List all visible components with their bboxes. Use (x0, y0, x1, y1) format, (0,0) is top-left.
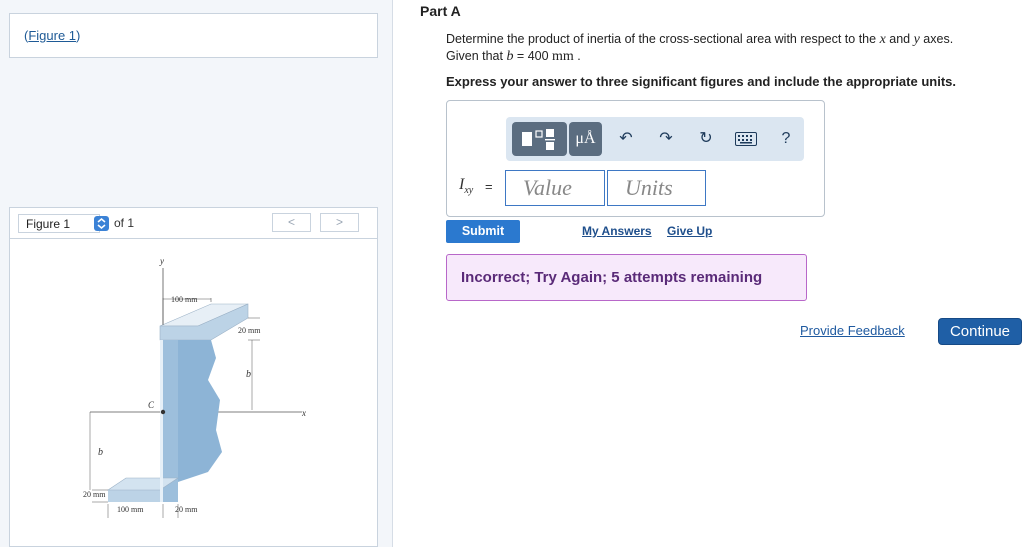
next-figure-button[interactable] (320, 213, 359, 232)
provide-feedback-link[interactable]: Provide Feedback (800, 323, 905, 338)
continue-button[interactable]: Continue (938, 318, 1022, 345)
undo-icon[interactable]: ↶ (619, 130, 633, 147)
figure-select[interactable] (18, 214, 100, 233)
units-button[interactable] (569, 122, 602, 156)
equals-sign: = (485, 179, 493, 194)
top-width-label: 100 mm (171, 295, 198, 304)
question-and: and (885, 32, 914, 46)
chevron-right-icon: > (335, 215, 343, 229)
give-up-link[interactable]: Give Up (667, 224, 713, 238)
upper-b-label: b (246, 369, 251, 380)
my-answers-link[interactable]: My Answers (582, 224, 652, 238)
y-axis-label: y (160, 256, 164, 266)
figure-link-text[interactable]: Figure 1 (28, 28, 77, 43)
y-symbol: y (913, 32, 920, 47)
answer-variable (459, 176, 473, 196)
web-thickness-label: 20 mm (175, 505, 198, 514)
chevron-left-icon: < (287, 215, 295, 229)
given-post: . (573, 49, 581, 63)
answer-instruction: Express your answer to three significant figures and include the appropriate units. (446, 74, 956, 89)
feedback-message: Incorrect; Try Again; 5 attempts remaining (446, 254, 807, 301)
figure-count: of 1 (114, 216, 135, 230)
question-pre: Determine the product of inertia of the cross-sectional area with respect to the (446, 32, 880, 46)
lower-b-label: b (98, 447, 103, 458)
updown-chevron-icon[interactable] (94, 216, 109, 231)
previous-figure-button[interactable] (272, 213, 311, 232)
given-pre: Given that (446, 49, 507, 63)
question-text (446, 31, 1006, 65)
answer-variable-main: I (459, 176, 465, 193)
units-input[interactable]: Units (607, 170, 706, 206)
figure-link[interactable] (24, 28, 80, 43)
bottom-thickness-label: 20 mm (83, 490, 106, 499)
figure-select-value: Figure 1 (26, 217, 71, 231)
answer-box (446, 100, 825, 217)
figure-viewer (9, 207, 378, 547)
paren-open: ( (24, 28, 29, 43)
bottom-width-label: 100 mm (117, 505, 144, 514)
figure-toolbar (10, 208, 377, 239)
z-section-figure (10, 240, 377, 546)
help-icon[interactable]: ? (781, 130, 791, 147)
templates-button[interactable] (512, 122, 567, 156)
given-unit: mm (552, 49, 574, 64)
figure-panel (0, 0, 393, 547)
centroid-label: C (148, 400, 155, 410)
top-thickness-label: 20 mm (238, 326, 261, 335)
reset-icon[interactable]: ↻ (699, 130, 713, 147)
x-symbol: x (879, 32, 886, 47)
x-axis-label: x (302, 408, 306, 418)
submit-button[interactable]: Submit (446, 220, 520, 243)
redo-icon[interactable]: ↷ (659, 130, 673, 147)
question-post: axes. (919, 32, 954, 46)
keyboard-icon[interactable] (734, 129, 758, 149)
templates-icon (512, 122, 567, 156)
b-symbol: b (506, 49, 514, 64)
answer-variable-sub: xy (464, 185, 474, 197)
math-toolbar (506, 117, 804, 161)
part-title: Part A (420, 3, 461, 19)
figure-link-box (9, 13, 378, 58)
units-icon: μÅ (575, 130, 596, 147)
paren-close: ) (76, 28, 81, 43)
given-value: = 400 (513, 49, 553, 63)
value-input[interactable]: Value (505, 170, 605, 206)
